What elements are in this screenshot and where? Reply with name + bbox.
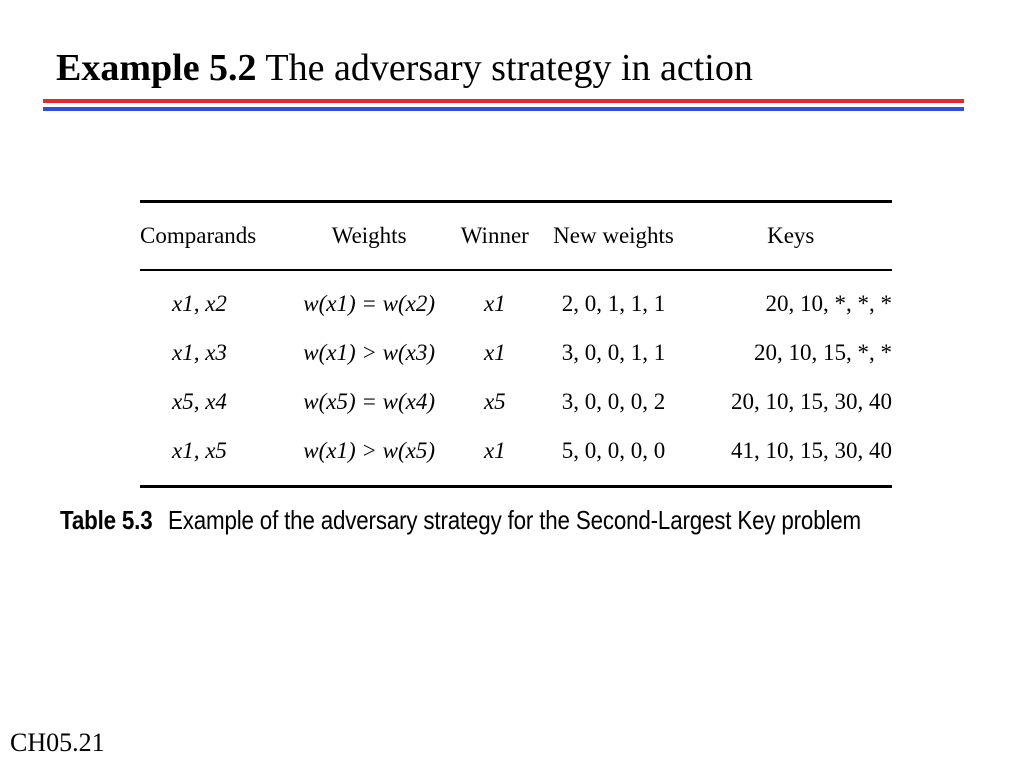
table-bottom-rule (140, 485, 892, 488)
caption-label: Table 5.3 (60, 505, 153, 535)
cell-weights: w(x1) > w(x5) (303, 437, 435, 463)
cell-new-weights: 3, 0, 0, 1, 1 (561, 339, 666, 365)
header-weights: Weights (286, 203, 452, 270)
cell-winner: x1 (483, 290, 506, 316)
cell-keys: 20, 10, *, *, * (765, 290, 892, 316)
table-row (140, 426, 892, 475)
cell-new-weights: 5, 0, 0, 0, 0 (561, 437, 666, 463)
cell-winner: x1 (483, 339, 506, 365)
title-rule-blue (43, 107, 964, 111)
header-comparands: Comparands (140, 203, 286, 270)
slide-number: CH05.21 (10, 728, 105, 757)
table-row (140, 270, 892, 328)
cell-weights: w(x1) > w(x3) (303, 339, 435, 365)
cell-new-weights: 3, 0, 0, 0, 2 (561, 388, 666, 414)
table-row (140, 377, 892, 426)
cell-weights: w(x1) = w(x2) (303, 290, 435, 316)
header-winner: Winner (452, 203, 538, 270)
cell-weights: w(x5) = w(x4) (303, 388, 435, 414)
cell-comparands: x1, x5 (172, 437, 227, 463)
cell-winner: x5 (483, 388, 506, 414)
cell-comparands: x1, x2 (172, 290, 227, 316)
table-row (140, 328, 892, 377)
cell-keys: 20, 10, 15, 30, 40 (731, 388, 892, 414)
cell-comparands: x1, x3 (172, 339, 227, 365)
slide-title (56, 48, 753, 90)
table-header-row (140, 203, 892, 270)
cell-comparands: x5, x4 (172, 388, 227, 414)
table (140, 203, 892, 475)
cell-keys: 20, 10, 15, *, * (754, 339, 892, 365)
table-caption (60, 505, 861, 536)
caption-text: Example of the adversary strategy for the Second-Largest Key problem (167, 505, 861, 535)
header-new-weights: New weights (538, 203, 690, 270)
cell-winner: x1 (483, 437, 506, 463)
adversary-table (140, 200, 892, 488)
title-rest: The adversary strategy in action (256, 47, 753, 89)
cell-new-weights: 2, 0, 1, 1, 1 (561, 290, 666, 316)
cell-keys: 41, 10, 15, 30, 40 (731, 437, 892, 463)
title-bold: Example 5.2 (56, 47, 257, 89)
title-rule-red (43, 99, 964, 103)
header-keys: Keys (689, 203, 892, 270)
